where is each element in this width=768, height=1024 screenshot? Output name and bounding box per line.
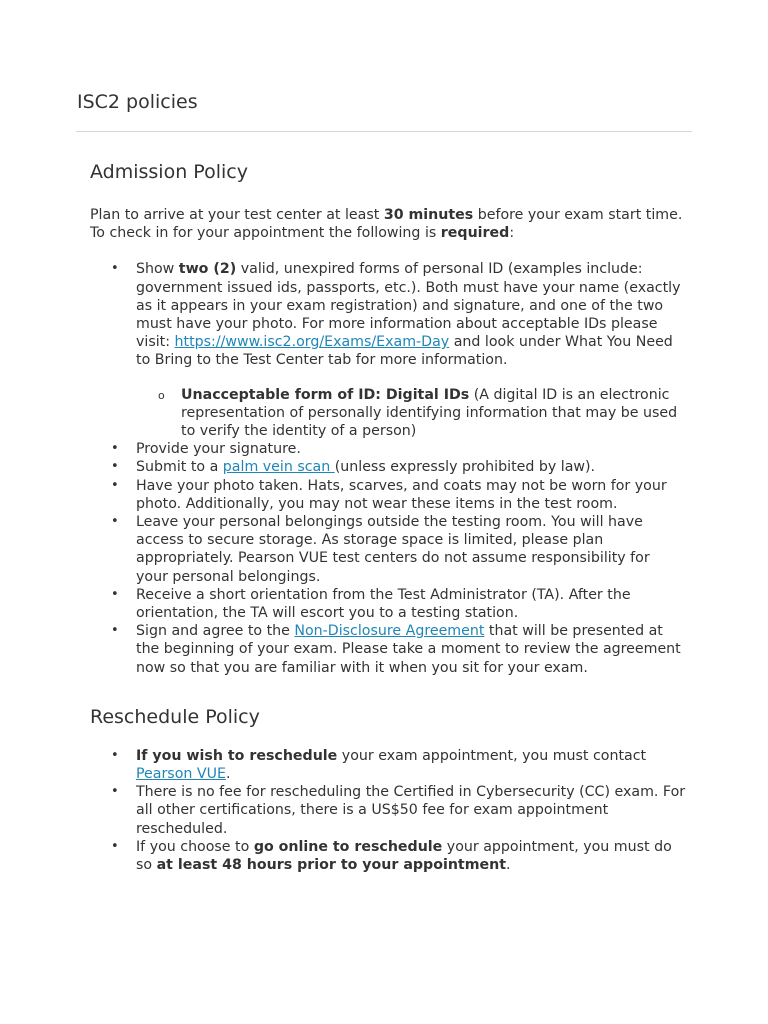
bullet-icon: •	[111, 784, 119, 800]
list-item-reschedule-contact: • If you wish to reschedule your exam appointment, you must contact Pearson VUE.	[111, 747, 647, 783]
list-item-nda: • Sign and agree to the Non-Disclosure Agreement that will be presented at the beginning of your exam. Please take a moment to review the agreement now so that you are familiar with it when you sit for your exam.	[111, 623, 681, 676]
bullet-icon: •	[111, 514, 119, 530]
bullet-icon: •	[111, 261, 119, 277]
bullet-icon: •	[111, 623, 119, 639]
bullet-icon: •	[111, 747, 119, 763]
page-title: ISC2 policies	[77, 91, 198, 113]
list-item-photo: • Have your photo taken. Hats, scarves, and coats may not be worn for your photo. Additionally, you may not wear these items in the test room.	[111, 477, 667, 512]
bullet-icon: •	[111, 838, 119, 854]
reschedule-list	[90, 747, 686, 874]
list-item-reschedule-online: • If you choose to go online to reschedule your appointment, you must do so at least 48 hours prior to your appointment.	[111, 838, 672, 874]
palm-vein-scan-link[interactable]: palm vein scan	[222, 459, 335, 476]
list-item-signature: • Provide your signature.	[111, 441, 301, 458]
id-sublist	[90, 386, 686, 441]
bullet-icon: •	[111, 477, 119, 493]
list-item-belongings: • Leave your personal belongings outside the testing room. You will have access to secure storage. As storage space is limited, please plan appropriately. Pearson VUE test centers do not assume responsibility for your personal belongings.	[111, 514, 650, 585]
bullet-icon: •	[111, 441, 119, 457]
sub-bullet-icon: o	[158, 388, 165, 402]
pearson-vue-link[interactable]: Pearson VUE	[136, 766, 226, 783]
exam-day-link[interactable]: https://www.isc2.org/Exams/Exam-Day	[174, 334, 450, 351]
list-item-id-requirement: • Show two (2) valid, unexpired forms of personal ID (examples include: government issued ids, passports, etc.). Both must have your name (exactly as it appears in your exam registration) and signature, and one of the two must have your photo. For more information about acceptable IDs please visit: https://www.isc2.org/Exams/Exam-Day and look under What You Need to Bring to the Test Center tab for more information. o Unacceptable form of ID: Digital IDs (A digital ID is an electronic representation of personally identifying information that may be used to verify the identity of a person)	[90, 260, 686, 440]
admission-intro: Plan to arrive at your test center at least 30 minutes before your exam start time. To check in for your appointment the following is required:	[90, 207, 683, 242]
nda-link[interactable]: Non-Disclosure Agreement	[294, 623, 485, 640]
policy-content	[90, 160, 686, 874]
list-item-digital-id: o Unacceptable form of ID: Digital IDs (A digital ID is an electronic representation of personally identifying information that may be used to verify the identity of a person)	[158, 386, 678, 440]
admission-policy-heading: Admission Policy	[90, 161, 248, 183]
list-item-reschedule-fee: • There is no fee for rescheduling the Certified in Cybersecurity (CC) exam. For all other certifications, there is a US$50 fee for exam appointment rescheduled.	[111, 784, 686, 837]
reschedule-policy-heading: Reschedule Policy	[90, 705, 260, 728]
title-divider	[76, 131, 692, 132]
list-item-orientation: • Receive a short orientation from the Test Administrator (TA). After the orientation, the TA will escort you to a testing station.	[111, 586, 631, 622]
bullet-icon: •	[111, 459, 119, 475]
admission-requirements-list	[90, 260, 686, 676]
bullet-icon: •	[111, 586, 119, 602]
list-item-palm-scan: • Submit to a palm vein scan (unless expressly prohibited by law).	[111, 459, 596, 476]
